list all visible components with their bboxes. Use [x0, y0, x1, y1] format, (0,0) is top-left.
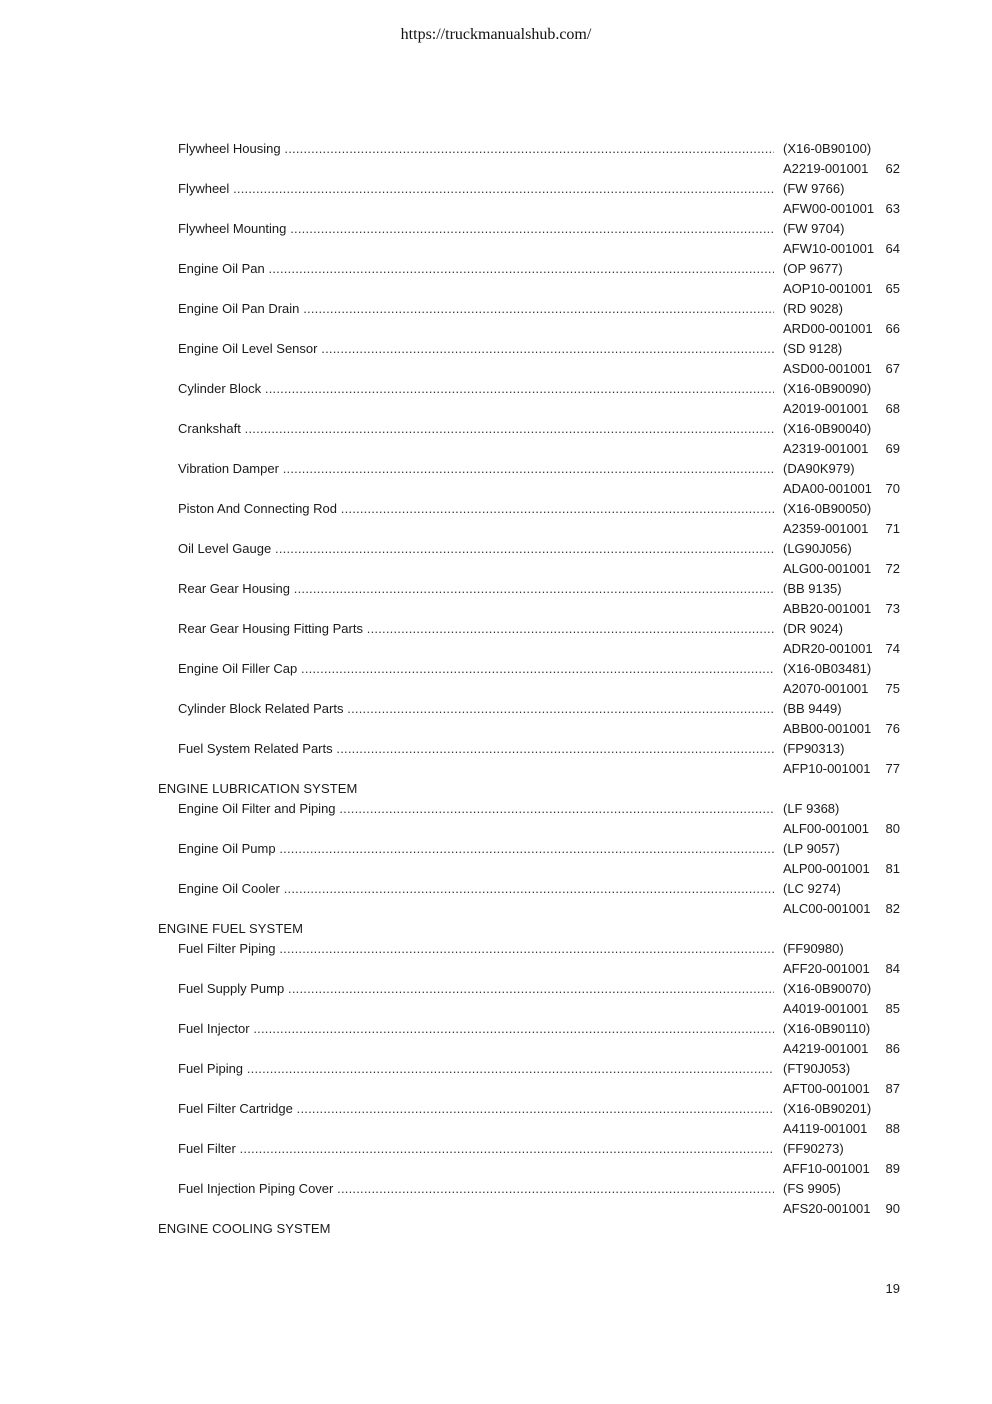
toc-entry-title: Engine Oil Level Sensor .....: [178, 339, 774, 359]
toc-entry-code: A4219-001001: [783, 1041, 869, 1056]
toc-entry[interactable]: [158, 539, 904, 559]
toc-entry-ref: (FT90J053): [783, 1061, 851, 1076]
toc-entry-page: 67: [885, 361, 900, 376]
toc-entry-ref: (LC 9274): [783, 881, 841, 896]
toc-entry-ref: (X16-0B90040): [783, 421, 872, 436]
toc-entry[interactable]: [158, 499, 904, 519]
toc-entry-code: A2019-001001: [783, 401, 869, 416]
toc-entry-ref: (FF90273): [783, 1141, 844, 1156]
toc-entry-title: Oil Level Gauge .....: [178, 539, 774, 559]
toc-entry-title: Flywheel Mounting .....: [178, 219, 774, 239]
toc-entry[interactable]: [158, 219, 904, 239]
toc-entry-ref: (X16-0B90050): [783, 501, 872, 516]
toc-entry-page: 81: [885, 861, 900, 876]
toc-entry-ref: (LG90J056): [783, 541, 852, 556]
toc-entry-code: AFS20-001001: [783, 1201, 871, 1216]
toc-entry-code: A2359-001001: [783, 521, 869, 536]
toc-entry-ref: (BB 9449): [783, 701, 842, 716]
toc-entry[interactable]: [158, 1099, 904, 1119]
toc-entry-title: Engine Oil Pan Drain .....: [178, 299, 774, 319]
toc-entry-code-row: [158, 239, 904, 259]
toc-entry[interactable]: [158, 579, 904, 599]
toc-entry-page: 84: [885, 961, 900, 976]
toc-entry-title: Fuel Injection Piping Cover .....: [178, 1179, 774, 1199]
toc-entry[interactable]: [158, 939, 904, 959]
toc-entry-ref: (X16-0B03481): [783, 661, 872, 676]
toc-entry-ref: (FW 9766): [783, 181, 845, 196]
toc-entry-code-row: [158, 719, 904, 739]
toc-entry-code-row: [158, 599, 904, 619]
toc-entry[interactable]: [158, 619, 904, 639]
toc-entry-code-row: [158, 279, 904, 299]
toc-entry-code: ALF00-001001: [783, 821, 870, 836]
toc-section-heading: [158, 779, 904, 799]
toc-entry[interactable]: [158, 459, 904, 479]
toc-entry-title: Rear Gear Housing Fitting Parts .....: [178, 619, 774, 639]
toc-entry-title: Fuel Piping .....: [178, 1059, 774, 1079]
toc-entry-code-row: [158, 899, 904, 919]
toc-entry-code-row: [158, 319, 904, 339]
toc-entry[interactable]: [158, 659, 904, 679]
toc-entry-ref: (LF 9368): [783, 801, 840, 816]
toc-entry-code-row: [158, 859, 904, 879]
toc-entry-code: A2219-001001: [783, 161, 869, 176]
toc-entry-code: A2319-001001: [783, 441, 869, 456]
toc-entry-page: 88: [885, 1121, 900, 1136]
toc-entry-title: Fuel Filter Piping .....: [178, 939, 774, 959]
toc-entry-page: 73: [885, 601, 900, 616]
toc-entry[interactable]: [158, 339, 904, 359]
toc-entry-code-row: [158, 159, 904, 179]
toc-entry-code: ABB00-001001: [783, 721, 872, 736]
toc-entry[interactable]: [158, 699, 904, 719]
toc-entry-code: ABB20-001001: [783, 601, 872, 616]
toc-entry-page: 64: [885, 241, 900, 256]
toc-entry-title: Cylinder Block .....: [178, 379, 774, 399]
toc-entry[interactable]: [158, 1179, 904, 1199]
toc-entry-title: Piston And Connecting Rod .....: [178, 499, 774, 519]
toc-entry-code: ALG00-001001: [783, 561, 872, 576]
toc-entry-code: ASD00-001001: [783, 361, 872, 376]
toc-entry-ref: (BB 9135): [783, 581, 842, 596]
toc-entry-title: Engine Oil Pump .....: [178, 839, 774, 859]
toc-entry-title: Fuel Supply Pump .....: [178, 979, 774, 999]
toc-entry-page: 76: [885, 721, 900, 736]
toc-entry-page: 86: [885, 1041, 900, 1056]
toc-entry-page: 70: [885, 481, 900, 496]
toc-entry[interactable]: [158, 419, 904, 439]
toc-entry-ref: (X16-0B90201): [783, 1101, 872, 1116]
toc-entry-code: AFW00-001001: [783, 201, 875, 216]
toc-entry-code-row: [158, 559, 904, 579]
toc-entry-page: 69: [885, 441, 900, 456]
toc-entry[interactable]: [158, 839, 904, 859]
toc-entry-page: 80: [885, 821, 900, 836]
toc-entry-code: A2070-001001: [783, 681, 869, 696]
toc-entry[interactable]: [158, 1059, 904, 1079]
toc-entry-title: Engine Oil Filler Cap .....: [178, 659, 774, 679]
toc-entry-title: Engine Oil Pan .....: [178, 259, 774, 279]
toc-entry[interactable]: [158, 299, 904, 319]
toc-entry[interactable]: [158, 979, 904, 999]
toc-entry-ref: (FP90313): [783, 741, 845, 756]
toc-entry-page: 63: [885, 201, 900, 216]
toc-entry-code-row: [158, 199, 904, 219]
toc-entry-title: Crankshaft .....: [178, 419, 774, 439]
toc-entry-code: A4119-001001: [783, 1121, 868, 1136]
toc-entry-page: 82: [885, 901, 900, 916]
toc-entry-page: 62: [885, 161, 900, 176]
toc-entry-ref: (DA90K979): [783, 461, 855, 476]
toc-entry-title: Fuel Filter Cartridge .....: [178, 1099, 774, 1119]
toc-entry-code: AFT00-001001: [783, 1081, 870, 1096]
toc-entry-page: 74: [885, 641, 900, 656]
toc-entry-title: Fuel System Related Parts .....: [178, 739, 774, 759]
section-title: ENGINE COOLING SYSTEM: [158, 1221, 331, 1236]
toc-entry-page: 71: [885, 521, 900, 536]
toc-entry-page: 77: [885, 761, 900, 776]
toc-entry-code: A4019-001001: [783, 1001, 869, 1016]
toc-entry-ref: (FW 9704): [783, 221, 845, 236]
toc-entry-title: Flywheel .....: [178, 179, 774, 199]
toc-entry-code-row: [158, 399, 904, 419]
toc-entry[interactable]: [158, 1019, 904, 1039]
section-title: ENGINE FUEL SYSTEM: [158, 921, 304, 936]
toc-entry-code: ADR20-001001: [783, 641, 873, 656]
toc-entry-title: Rear Gear Housing .....: [178, 579, 774, 599]
toc-entry-page: 85: [885, 1001, 900, 1016]
toc-entry-ref: (OP 9677): [783, 261, 843, 276]
toc-entry-code-row: [158, 439, 904, 459]
toc-entry-code-row: [158, 679, 904, 699]
toc-entry-page: 65: [885, 281, 900, 296]
toc-entry[interactable]: [158, 1139, 904, 1159]
toc-section-heading: [158, 1219, 904, 1239]
toc-entry[interactable]: [158, 799, 904, 819]
toc-entry[interactable]: [158, 179, 904, 199]
toc-entry-code-row: [158, 1159, 904, 1179]
toc-entry[interactable]: [158, 139, 904, 159]
toc-entry[interactable]: [158, 879, 904, 899]
toc-entry-title: Flywheel Housing .....: [178, 139, 774, 159]
toc-entry-code-row: [158, 1039, 904, 1059]
toc-entry-title: Vibration Damper .....: [178, 459, 774, 479]
toc-entry-code: AFP10-001001: [783, 761, 871, 776]
toc-entry-ref: (X16-0B90100): [783, 141, 872, 156]
toc-entry-ref: (DR 9024): [783, 621, 843, 636]
page-number: 19: [885, 1281, 900, 1296]
toc-entry-code-row: [158, 519, 904, 539]
toc-entry-code-row: [158, 759, 904, 779]
toc-entry-code: AOP10-001001: [783, 281, 873, 296]
toc-entry-code: AFF20-001001: [783, 961, 870, 976]
toc-entry-code-row: [158, 1079, 904, 1099]
toc-entry-page: 87: [885, 1081, 900, 1096]
toc-entry-code: AFF10-001001: [783, 1161, 870, 1176]
toc-entry-code-row: [158, 479, 904, 499]
toc-entry-page: 89: [885, 1161, 900, 1176]
toc-entry-code-row: [158, 999, 904, 1019]
toc-entry-ref: (RD 9028): [783, 301, 843, 316]
toc-entry-page: 72: [885, 561, 900, 576]
toc-entry-page: 75: [885, 681, 900, 696]
toc-entry-ref: (X16-0B90070): [783, 981, 872, 996]
toc-entry-ref: (FS 9905): [783, 1181, 841, 1196]
toc-entry-ref: (SD 9128): [783, 341, 843, 356]
site-url-header: https://truckmanualshub.com/: [400, 26, 592, 43]
toc-entry-ref: (FF90980): [783, 941, 844, 956]
toc-entry-code: ALP00-001001: [783, 861, 870, 876]
table-of-contents: [158, 139, 904, 1239]
toc-entry-ref: (X16-0B90090): [783, 381, 872, 396]
toc-entry-ref: (X16-0B90110): [783, 1021, 871, 1036]
toc-entry-title: Cylinder Block Related Parts .....: [178, 699, 774, 719]
section-title: ENGINE LUBRICATION SYSTEM: [158, 781, 358, 796]
toc-entry-title: Fuel Filter .....: [178, 1139, 774, 1159]
toc-entry-title: Fuel Injector .....: [178, 1019, 774, 1039]
toc-entry-code: AFW10-001001: [783, 241, 875, 256]
toc-entry-code: ARD00-001001: [783, 321, 873, 336]
toc-entry-title: Engine Oil Filter and Piping .....: [178, 799, 774, 819]
toc-entry-code-row: [158, 639, 904, 659]
toc-entry-code-row: [158, 819, 904, 839]
toc-entry-code: ADA00-001001: [783, 481, 872, 496]
toc-entry-page: 66: [885, 321, 900, 336]
toc-entry[interactable]: [158, 379, 904, 399]
toc-entry-title: Engine Oil Cooler .....: [178, 879, 774, 899]
toc-entry-code: ALC00-001001: [783, 901, 871, 916]
toc-entry-page: 68: [885, 401, 900, 416]
toc-entry[interactable]: [158, 739, 904, 759]
toc-entry-page: 90: [885, 1201, 900, 1216]
toc-entry-ref: (LP 9057): [783, 841, 840, 856]
toc-entry[interactable]: [158, 259, 904, 279]
toc-entry-code-row: [158, 1119, 904, 1139]
toc-entry-code-row: [158, 359, 904, 379]
toc-entry-code-row: [158, 959, 904, 979]
toc-entry-code-row: [158, 1199, 904, 1219]
toc-section-heading: [158, 919, 904, 939]
